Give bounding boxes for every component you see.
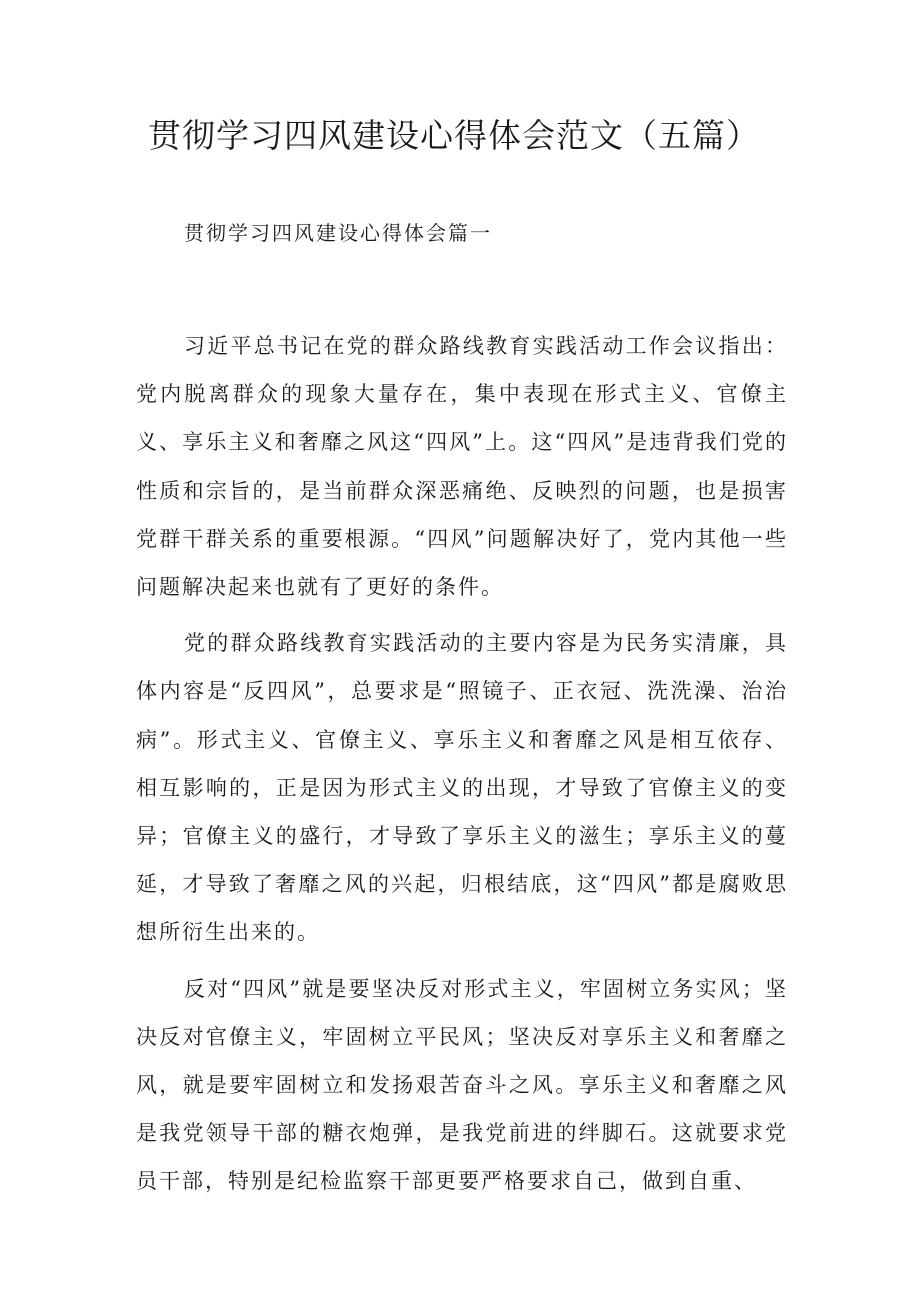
document-title: 贯彻学习四风建设心得体会范文（五篇） (148, 116, 760, 155)
section-heading: 贯彻学习四风建设心得体会篇一 (184, 221, 492, 245)
paragraph-3: 反对“四风”就是要坚决反对形式主义，牢固树立务实风；坚决反对官僚主义，牢固树立平民风；坚决反对享乐主义和奢靡之风，就是要牢固树立和发扬艰苦奋斗之风。享乐主义和奢靡之风是我党领导干部的糖衣炮弹，是我党前进的绊脚石。这就要求党员干部，特别是纪检监察干部更要严格要求自己，做到自重、 (136, 976, 788, 1194)
document-body (136, 322, 788, 1214)
paragraph-2: 党的群众路线教育实践活动的主要内容是为民务实清廉，具体内容是“反四风”，总要求是“照镜子、正衣冠、洗洗澡、治治病”。形式主义、官僚主义、享乐主义和奢靡之风是相互依存、相互影响的，正是因为形式主义的出现，才导致了官僚主义的变异；官僚主义的盛行，才导致了享乐主义的滋生；享乐主义的蔓延，才导致了奢靡之风的兴起，归根结底，这“四风”都是腐败思想所衍生出来的。 (136, 631, 788, 945)
paragraph-1: 习近平总书记在党的群众路线教育实践活动工作会议指出：党内脱离群众的现象大量存在，集中表现在形式主义、官僚主义、享乐主义和奢靡之风这“四风”上。这“四风”是违背我们党的性质和宗旨的，是当前群众深恶痛绝、反映烈的问题，也是损害党群干群关系的重要根源。“四风”问题解决好了，党内其他一些问题解决起来也就有了更好的条件。 (136, 334, 788, 600)
